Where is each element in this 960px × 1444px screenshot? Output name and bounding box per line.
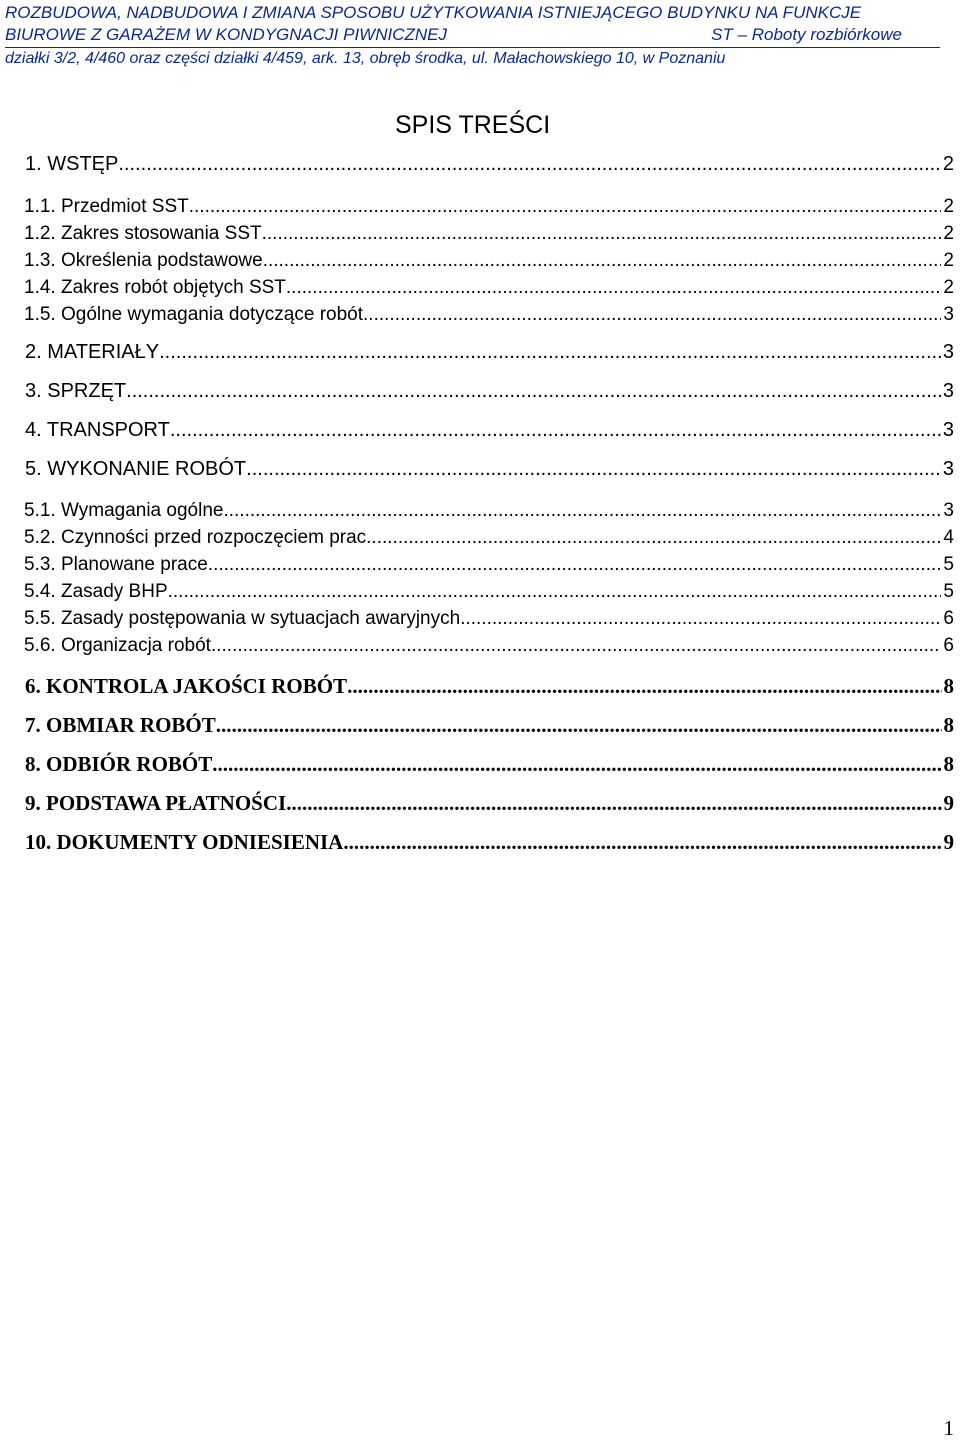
toc-entry[interactable] — [25, 713, 954, 738]
toc-entry[interactable] — [25, 153, 954, 176]
toc-entry-label: 5.2. Czynności przed rozpoczęciem prac — [24, 527, 367, 548]
header-spec-name: ST – Roboty rozbiórkowe — [711, 25, 902, 44]
document-header — [5, 2, 940, 70]
toc-entry-label: 1.2. Zakres stosowania SST — [24, 223, 262, 244]
toc-entry-page: 5 — [943, 581, 954, 602]
toc-entry-label: 5.5. Zasady postępowania w sytuacjach awaryjnych — [24, 608, 461, 629]
toc-leader — [126, 380, 941, 403]
toc-leader — [286, 277, 942, 299]
toc-entry-page: 3 — [943, 500, 954, 521]
toc-entry-label: 5.1. Wymagania ogólne — [24, 500, 224, 521]
toc-leader — [262, 223, 942, 245]
toc-entry-label: 5.6. Organizacja robót — [24, 635, 211, 656]
toc-entry-page: 9 — [943, 791, 954, 815]
toc-leader — [168, 581, 942, 603]
toc-entry[interactable] — [24, 250, 954, 272]
toc-entry-page: 2 — [943, 223, 954, 244]
toc-leader — [366, 527, 941, 549]
toc-entry-page: 2 — [943, 277, 954, 298]
toc-entry[interactable] — [25, 830, 954, 855]
toc-entry-page: 8 — [943, 674, 954, 698]
toc-entry-page: 3 — [942, 341, 954, 363]
header-project-title: BIUROWE Z GARAŻEM W KONDYGNACJI PIWNICZNEJ — [5, 25, 448, 44]
toc-entry-page: 6 — [943, 608, 954, 629]
toc-entry[interactable] — [24, 500, 954, 522]
toc-leader — [363, 304, 941, 326]
toc-entry[interactable] — [24, 554, 954, 576]
toc-entry-label: 1. WSTĘP — [25, 153, 119, 175]
toc-entry-label: 3. SPRZĘT — [25, 380, 127, 402]
toc-entry-label: 7. OBMIAR ROBÓT — [25, 713, 216, 737]
toc-leader — [223, 500, 941, 522]
page-number: 1 — [943, 1416, 954, 1440]
toc-entry[interactable] — [24, 581, 954, 603]
toc-entry-page: 3 — [942, 380, 954, 402]
toc-entry-page: 3 — [942, 419, 954, 441]
toc-entry-label: 5.4. Zasady BHP — [24, 581, 168, 602]
toc-entry-label: 5. WYKONANIE ROBÓT — [25, 458, 247, 480]
toc-leader — [118, 153, 941, 176]
toc-entry-label: 6. KONTROLA JAKOŚCI ROBÓT — [25, 674, 348, 698]
toc-leader — [343, 830, 941, 855]
toc-entry-label: 1.5. Ogólne wymagania dotyczące robót — [24, 304, 364, 325]
toc-entry-page: 3 — [942, 458, 954, 480]
toc-leader — [159, 341, 941, 364]
toc-entry-page: 8 — [943, 713, 954, 737]
toc-entry-label: 4. TRANSPORT — [25, 419, 170, 441]
toc-leader — [246, 458, 941, 481]
toc-entry-label: 10. DOKUMENTY ODNIESIENIA — [25, 830, 344, 854]
toc-entry[interactable] — [25, 341, 954, 364]
toc-leader — [211, 635, 941, 657]
toc-entry-page: 2 — [943, 196, 954, 217]
toc-entry-page: 2 — [943, 250, 954, 271]
header-line-1: ROZBUDOWA, NADBUDOWA I ZMIANA SPOSOBU UŻYTKOWANIA ISTNIEJĄCEGO BUDYNKU NA FUNKCJE — [5, 3, 862, 22]
toc-entry-page: 5 — [943, 554, 954, 575]
toc-entry[interactable] — [24, 277, 954, 299]
toc-entry[interactable] — [25, 674, 954, 699]
toc-entry[interactable] — [24, 304, 954, 326]
toc-entry[interactable] — [25, 380, 954, 403]
toc-entry-page: 9 — [943, 830, 954, 854]
toc-leader — [286, 791, 941, 816]
toc-entry[interactable] — [25, 752, 954, 777]
toc-entry-page: 2 — [942, 153, 954, 175]
toc-entry-page: 8 — [943, 752, 954, 776]
toc-entry-label: 1.3. Określenia podstawowe — [24, 250, 263, 271]
toc-leader — [189, 196, 942, 218]
toc-entry-label: 8. ODBIÓR ROBÓT — [25, 752, 213, 776]
toc-entry-page: 4 — [943, 527, 954, 548]
toc-entry-page: 3 — [943, 304, 954, 325]
toc-entry-label: 9. PODSTAWA PŁATNOŚCI — [25, 791, 287, 815]
toc-leader — [208, 554, 942, 576]
toc-leader — [216, 713, 942, 738]
toc-entry[interactable] — [24, 223, 954, 245]
toc-leader — [460, 608, 941, 630]
toc-leader — [347, 674, 941, 699]
toc-leader — [263, 250, 942, 272]
toc-title: SPIS TREŚCI — [395, 111, 551, 139]
toc-entry-page: 6 — [943, 635, 954, 656]
toc-entry[interactable] — [24, 527, 954, 549]
toc-entry[interactable] — [24, 635, 954, 657]
toc-leader — [212, 752, 941, 777]
toc-entry[interactable] — [24, 608, 954, 630]
header-line-2 — [5, 24, 940, 46]
toc-entry[interactable] — [24, 196, 954, 218]
toc-entry-label: 2. MATERIAŁY — [25, 341, 160, 363]
toc-entry[interactable] — [25, 419, 954, 442]
header-line-3: działki 3/2, 4/460 oraz części działki 4/459, ark. 13, obręb środka, ul. Małachowskiego 10, w Poznaniu — [5, 50, 726, 67]
toc-entry-label: 1.4. Zakres robót objętych SST — [24, 277, 286, 298]
toc-entry[interactable] — [25, 791, 954, 816]
toc-entry-label: 1.1. Przedmiot SST — [24, 196, 189, 217]
toc-entry-label: 5.3. Planowane prace — [24, 554, 208, 575]
toc-leader — [170, 419, 941, 442]
toc-entry[interactable] — [25, 458, 954, 481]
